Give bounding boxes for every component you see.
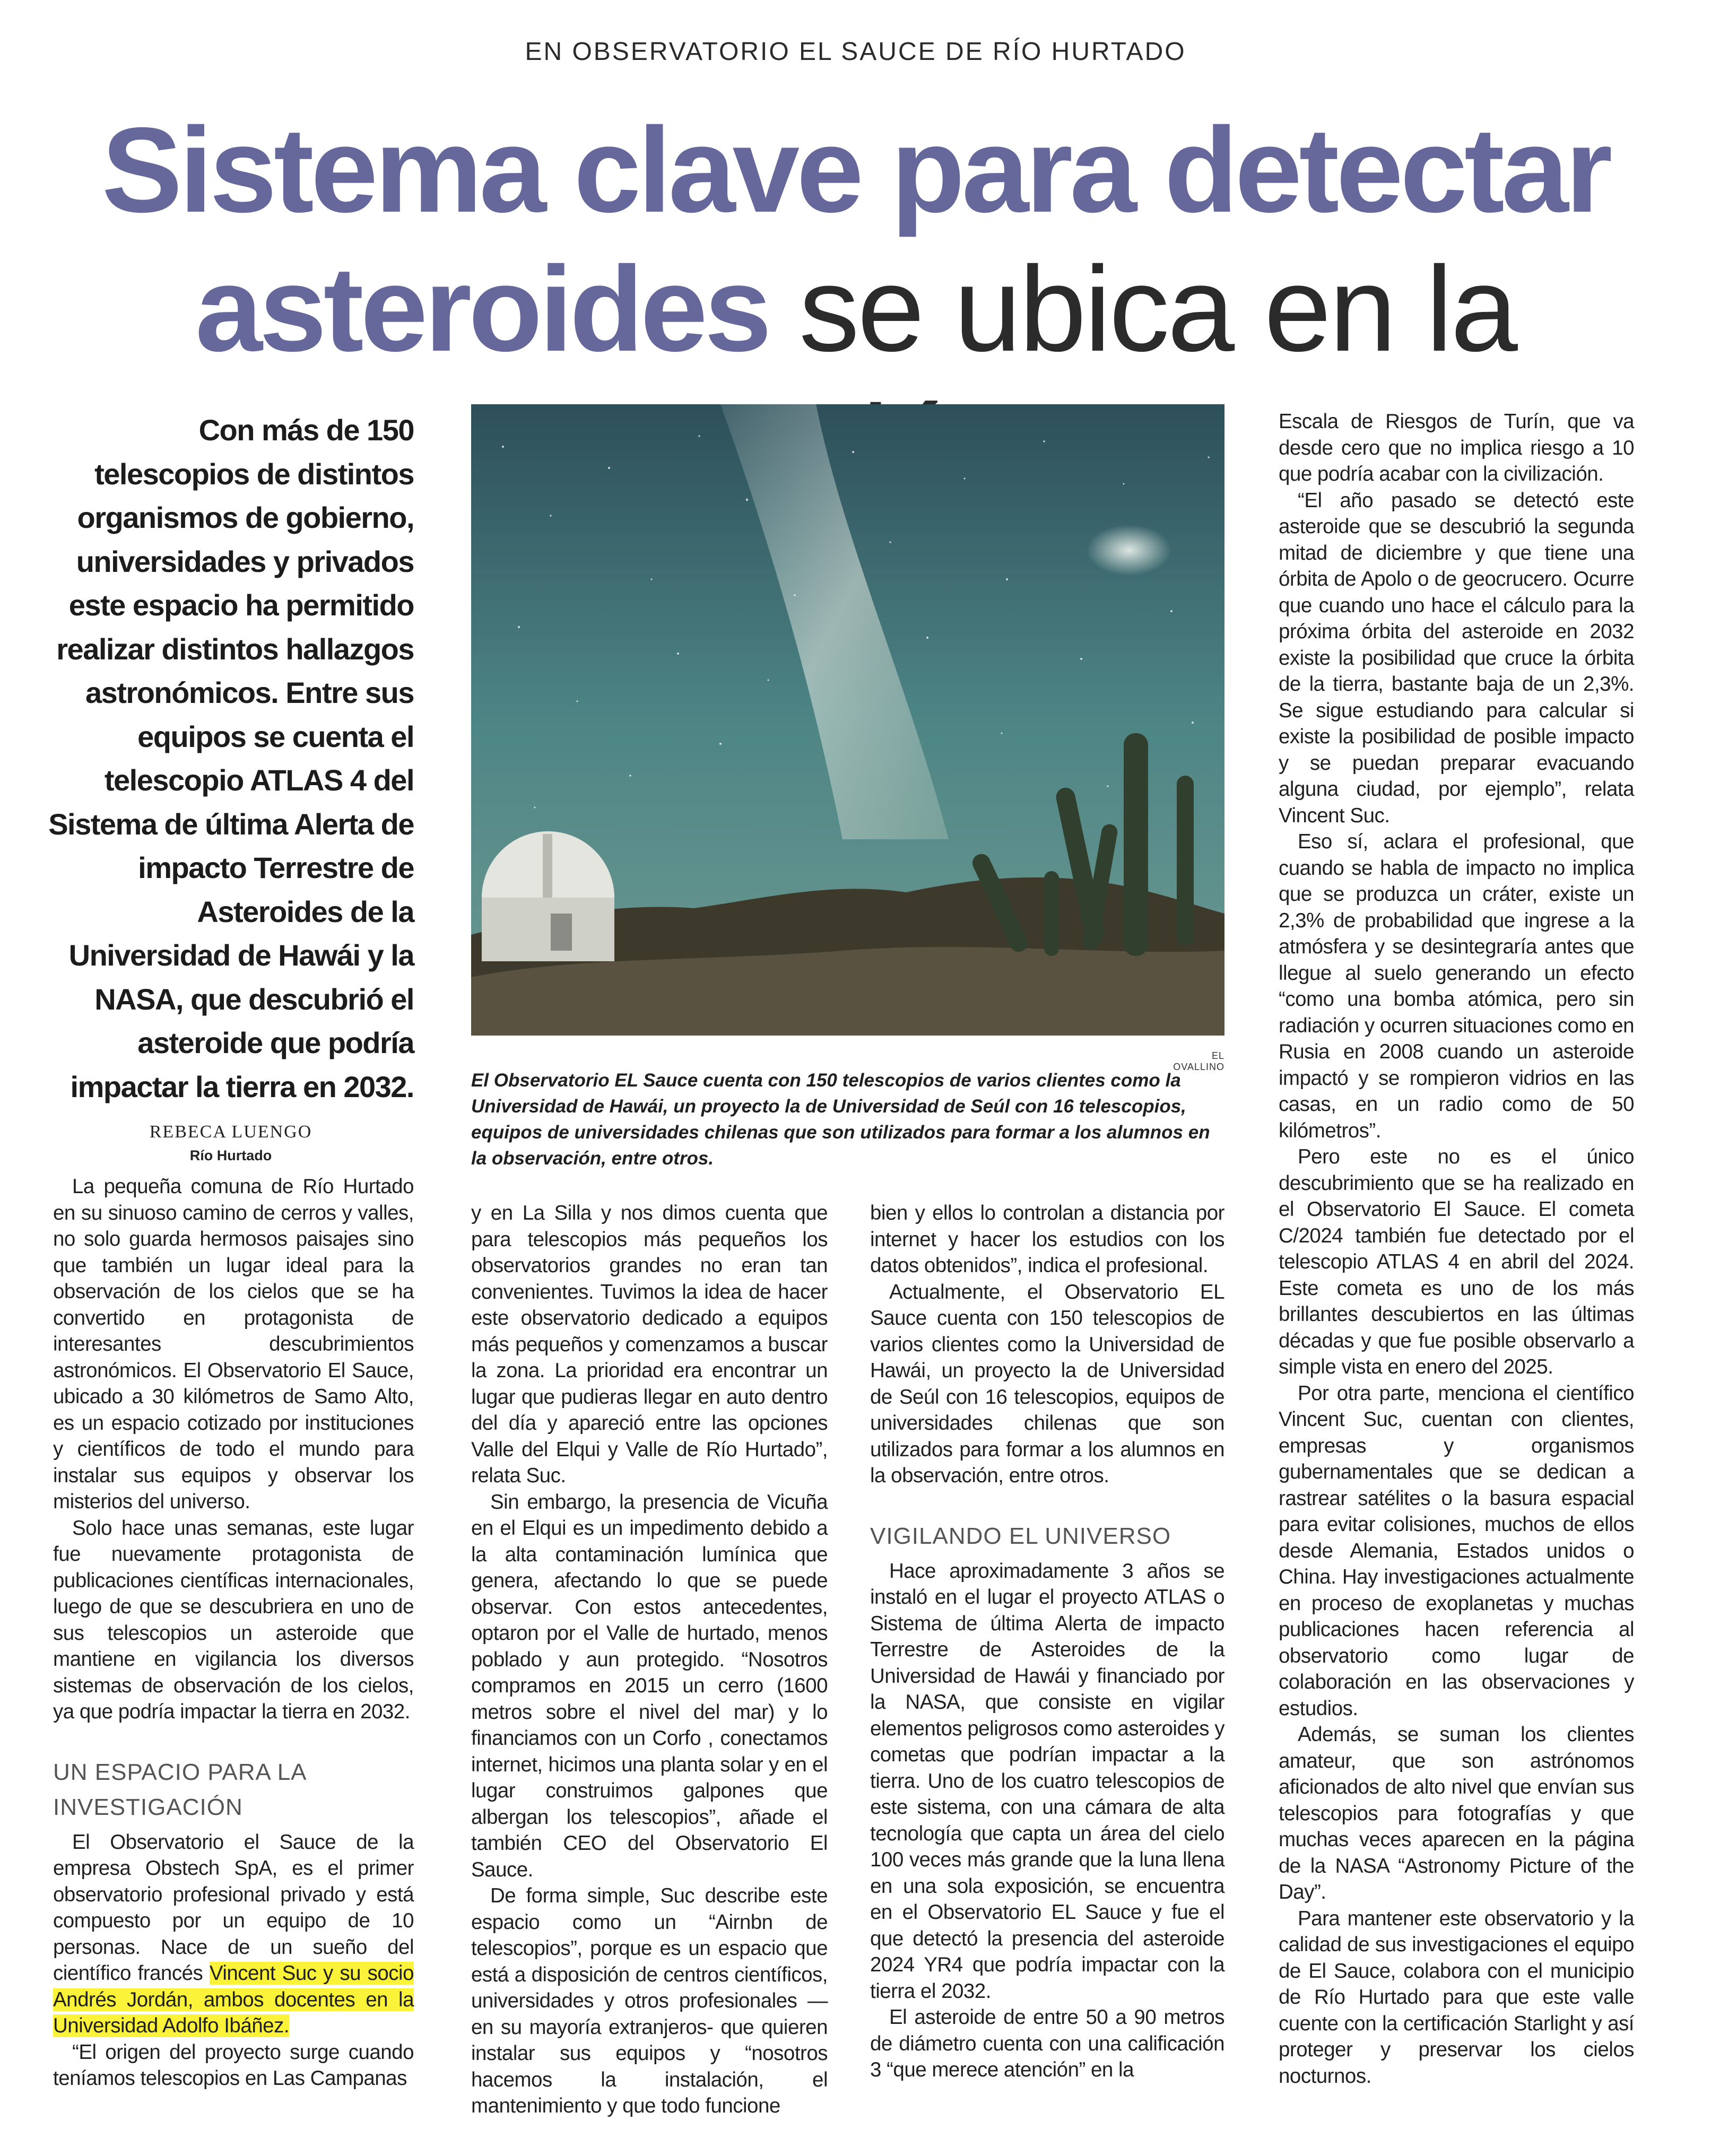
byline-author: REBECA LUENGO	[149, 1122, 312, 1142]
observatory-photo	[471, 404, 1224, 1036]
magellanic-cloud	[1087, 525, 1171, 576]
headline-accent: asteroides	[195, 242, 769, 377]
article-column-3	[870, 1200, 1224, 2083]
highlighted-text: Vincent Suc y su socio Andrés Jordán, ambos docentes en la Universidad Adolfo Ibáñez.	[53, 1962, 414, 2037]
subheading-espacio: UN ESPACIO PARA LA INVESTIGACIÓN	[53, 1759, 306, 1820]
night-sky-illustration	[471, 404, 1224, 1036]
paragraph: bien y ellos lo controlan a distancia por internet y hacer los estudios con los datos obtenidos”, indica el profesional.	[870, 1202, 1224, 1277]
observatory-dome	[482, 831, 614, 961]
paragraph: Solo hace unas semanas, este lugar fue nuevamente protagonista de publicaciones científicas internacionales, luego de que se descubriera en uno de sus telescopios un asteroide que mantiene en vigilancia los diversos sistemas de observación de los cielos, ya que podría impactar la tierra en 2032.	[53, 1516, 414, 1723]
photo-caption: El Observatorio EL Sauce cuenta con 150 telescopios de varios clientes como la Universidad de Hawái, un proyecto la de Universidad de Seúl con 16 telescopios, equipos de universidades chilenas que son utilizados para formar a los alumnos en la observación, entre otros.	[471, 1070, 1210, 1169]
subheading-vigilando: VIGILANDO EL UNIVERSO	[870, 1523, 1171, 1549]
paragraph	[53, 1829, 414, 2039]
paragraph: Pero este no es el único descubrimiento que se ha realizado en el Observatorio El Sauce. El cometa C/2024 también fue detectado por el telescopio ATLAS 4 en abril del 2024. Este cometa es uno de los más brillantes descubiertos en las últimas décadas y que fue posible observarlo a simple vista en enero del 2025.	[1279, 1145, 1634, 1378]
paragraph: La pequeña comuna de Río Hurtado en su sinuoso camino de cerros y valles, no solo guarda hermosos paisajes sino que también un lugar ideal para la observación de los cielos que se ha convertido en protagonista de interesantes descubrimientos astronómicos. El Observatorio El Sauce, ubicado a 30 kilómetros de Samo Alto, es un espacio cotizado por instituciones y científicos de todo el mundo para instalar sus equipos y observar los misterios del universo.	[53, 1175, 414, 1513]
paragraph: De forma simple, Suc describe este espacio como un “Airnbn de telescopios”, porque es un espacio que está a disposición de centros científicos, universidades y otros profesionales — en su mayoría extranjeros- que quieren instalar sus equipos y “nosotros hacemos la instalación, el mantenimiento y que todo funcione	[471, 1884, 828, 2117]
paragraph: Para mantener este observatorio y la calidad de sus investigaciones el equipo de El Sauce, colabora con el municipio de Río Hurtado para que este valle cuente con la certificación Starlight y así proteger y preservar los cielos nocturnos.	[1279, 1907, 1634, 2088]
paragraph: Sin embargo, la presencia de Vicuña en el Elqui es un impedimento debido a la alta contaminación lumínica que genera, afectando lo que se puede observar. Con estos antecedentes, optaron por el Valle de hurtado, menos poblado y aun protegido. “Nosotros compramos en 2015 un cerro (1600 metros sobre el nivel del mar) y lo financiamos con un Corfo , conectamos internet, hicimos una planta solar y en el lugar construimos galpones que albergan los telescopios”, añade el también CEO del Observatorio El Sauce.	[471, 1490, 828, 1881]
article-column-4	[1279, 408, 1634, 2089]
paragraph: Escala de Riesgos de Turín, que va desde cero que no implica riesgo a 10 que podría acabar con la civilización.	[1279, 410, 1634, 485]
paragraph-text: El Observatorio el Sauce de la empresa Obstech SpA, es el primer observatorio profesional privado y está compuesto por un equipo de 10 personas. Nace de un sueño del científico francés	[53, 1830, 414, 1985]
paragraph: “El origen del proyecto surge cuando teníamos telescopios en Las Campanas	[53, 2040, 414, 2090]
byline-place: Río Hurtado	[189, 1147, 272, 1163]
headline-rest: se ubica en la	[798, 242, 1516, 377]
paragraph: “El año pasado se detectó este asteroide que se descubrió la segunda mitad de diciembre y que tiene una órbita de Apolo o de geocrucero. Ocurre que cuando uno hace el cálculo para la próxima órbita del asteroide en 2032 existe la posibilidad que cruce la órbita de la tierra, bastante baja de un 2,3%. Se sigue estudiando para calcular si existe la posibilidad de posible impacto y se puedan preparar evacuando alguna ciudad, por ejemplo”, relata Vincent Suc.	[1279, 489, 1634, 827]
paragraph: Además, se suman los clientes amateur, que son astrónomos aficionados de alto nivel que envían sus telescopios para fotografías y que muchas veces aparecen en la página de la NASA “Astronomy Picture of the Day”.	[1279, 1723, 1634, 1903]
kicker: EN OBSERVATORIO EL SAUCE DE RÍO HURTADO	[525, 38, 1186, 66]
paragraph: Hace aproximadamente 3 años se instaló en el lugar el proyecto ATLAS o Sistema de última Alerta de impacto Terrestre de Asteroides de la Universidad de Hawái y financiado por la NASA, que consiste en vigilar elementos peligrosos como asteroides y cometas que podrían impactar a la tierra. Uno de los cuatro telescopios de este sistema, con una cámara de alta tecnología que capta un área del cielo 100 veces más grande que la luna llena en una sola exposición, se encuentra en el Observatorio EL Sauce y fue el que detectó la presencia del asteroide 2024 YR4 que podría impactar con la tierra el 2032.	[870, 1559, 1224, 2003]
article-column-1	[53, 1173, 414, 2092]
paragraph: y en La Silla y nos dimos cuenta que para telescopios más pequeños los observatorios grandes no eran tan convenientes. Tuvimos la idea de hacer este observatorio dedicado a equipos más pequeños y comenzamos a buscar la zona. La prioridad era encontrar un lugar que pudieras llegar en auto dentro del día y apareció entre las opciones Valle del Elqui y Valle de Río Hurtado”, relata Suc.	[471, 1202, 828, 1487]
paragraph: Por otra parte, menciona el científico Vincent Suc, cuentan con clientes, empresas y organismos gubernamentales que se dedican a rastrear satélites o la basura espacial para evitar colisiones, muchos de ellos desde Alemania, Estados unidos o China. Hay investigaciones actualmente en proceso de exoplanetas y muchas publicaciones hacen referencia al observatorio como lugar de colaboración en las observaciones y estudios.	[1279, 1381, 1634, 1720]
paragraph: Eso sí, aclara el profesional, que cuando se habla de impacto no implica que se produzca un cráter, existe un 2,3% de probabilidad que ingrese a la atmósfera y se desintegraría antes que llegue al suelo generando un efecto “como una bomba atómica, pero sin radiación y ocurren situaciones como en Rusia en 2008 cuando un asteroide impactó y se rompieron vidrios en las casas, en un radio como de 50 kilómetros”.	[1279, 830, 1634, 1142]
deck-summary: Con más de 150 telescopios de distintos organismos de gobierno, universidades y privados este espacio ha permitido realizar distintos hallazgos astronómicos. Entre sus equipos se cuenta el telescopio ATLAS 4 del Sistema de última Alerta de impacto Terrestre de Asteroides de la Universidad de Hawái y la NASA, que descubrió el asteroide que podría impactar la tierra en 2032.	[48, 413, 414, 1103]
article-column-2	[471, 1200, 828, 2119]
headline-line-1: Sistema clave para detectar	[101, 103, 1610, 238]
paragraph: Actualmente, el Observatorio EL Sauce cuenta con 150 telescopios de varios clientes como la Universidad de Hawái, un proyecto la de Universidad de Seúl con 16 telescopios, equipos de universidades chilenas que son utilizados para formar a los alumnos en la observación, entre otros.	[870, 1280, 1224, 1487]
photo-credit: EL OVALLINO	[1173, 1050, 1224, 1072]
paragraph: El asteroide de entre 50 a 90 metros de diámetro cuenta con una calificación 3 “que merece atención” en la	[870, 2006, 1224, 2081]
